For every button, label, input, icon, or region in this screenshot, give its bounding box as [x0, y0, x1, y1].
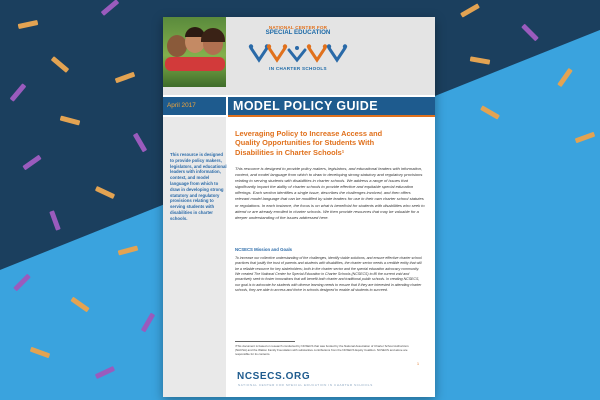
band-divider [226, 97, 228, 115]
logo-line-1: NATIONAL CENTER FOR [268, 25, 328, 30]
title-band [163, 97, 435, 115]
logo-line-3: IN CHARTER SCHOOLS [269, 66, 327, 71]
main-heading: Leveraging Policy to Increase Access and Quality Opportunities for Students With Disabilities in Charter Schools¹ [235, 129, 383, 157]
document-title: MODEL POLICY GUIDE [233, 99, 378, 113]
orange-rule [228, 115, 435, 117]
policy-guide-document [163, 17, 435, 397]
logo-line-2: SPECIAL EDUCATION [265, 29, 331, 37]
footnote-rule [235, 341, 295, 342]
intro-paragraph: This resource is designed to provide policy makers, legislators, and educational leaders with information, context, and model language from which to draw in developing strong statutory and regulatory provisions relating to serving students with disabilities in charter schools. We address a range of issues that significantly impact the ability of charter schools to provide effective and equitable special education offerings. Each section identifies a single issue, describes the challenges involved, and then offers relevant model language that can be modified by state leaders for use in their own charter school statutes or regulations. In each instance, the focus is on what is beneficial for students with disabilities who seek to attend or are already enrolled in charter schools. We then provide resources that may be valuable for a deeper understanding of the issues addressed here. [235, 165, 425, 220]
student-clothing [165, 57, 225, 71]
page-number: 1 [417, 362, 419, 366]
student-hair [201, 28, 225, 42]
website-subtext: NATIONAL CENTER FOR SPECIAL EDUCATION IN CHARTER SCHOOLS [238, 383, 373, 387]
sidebar-panel [163, 117, 226, 397]
ncsecs-logo-text [243, 25, 353, 37]
mission-paragraph: To increase our collective understanding of the challenges, identify viable solutions, and ensure effective charter school practices that justify the trust of parents and students with disabilities, the charter sector needs a credible entity that will be a reliable resource for key stakeholders; both in the charter sector and the special education advocacy community. We created The National Center for Special Education in Charter Schools (NCSECS) to fill the current void and proactively seek to foster innovations that will benefit both charter and traditional public schools. In creating NCSECS, our goal is to advocate for students with diverse learning needs to ensure that if they are interested in attending charter schools, they are able to access and thrive in schools designed to enable all students to succeed. [235, 256, 422, 292]
student-face [167, 35, 187, 57]
logo-people-icon [245, 44, 351, 64]
main-content [235, 129, 425, 293]
mission-heading: NCSECS Mission and Goals [235, 247, 293, 253]
publication-date: April 2017 [167, 102, 196, 109]
footnote: ¹This document is based on research conducted by NCSECS that was funded by the National Association of Charter School Authorizers (NACSA) and the Walton Family Foundation with substantive contributions from the NCSECS Equity Coalition. NCSECS and alone are responsible for its contents. [235, 344, 409, 357]
sidebar-summary: This resource is designed to provide policy makers, legislators, and educational leaders with information, context, and model language from which to draw in developing strong statutory and regulatory provisions relating to serving students with disabilities in charter schools. [170, 152, 227, 221]
students-photo [163, 17, 226, 87]
website-url: NCSECS.ORG [237, 371, 311, 382]
